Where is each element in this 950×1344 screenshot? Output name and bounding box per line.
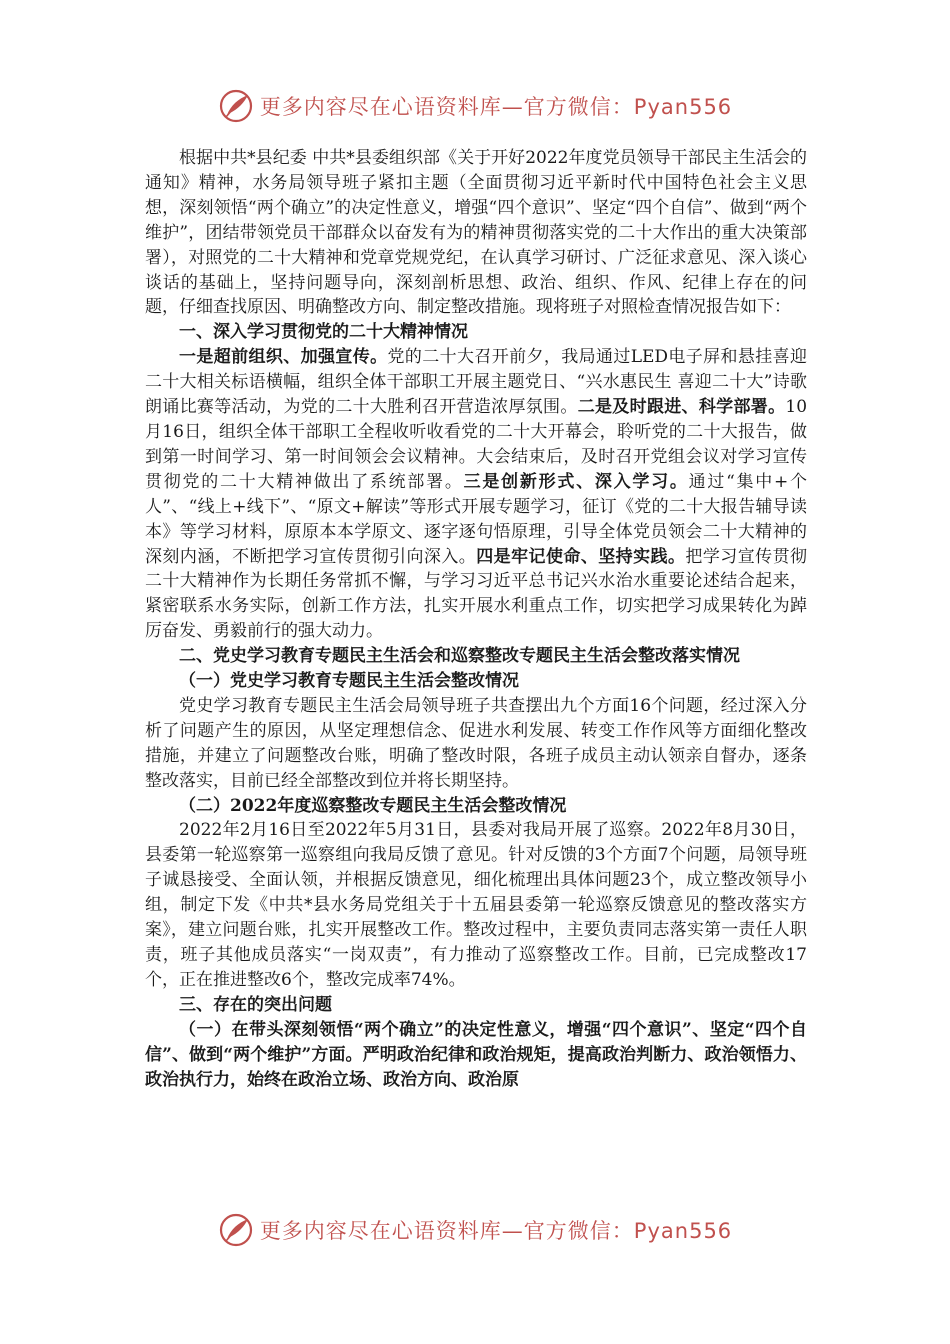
text-run: 把学习宣传贯彻二十大精神作为长期任务常抓不懈，与学习习近平总书记兴水治水重要论述结合起来，紧密联系水务实际，创新工作方法，扎实开展水利重点工作，切实把学习成果转化为踔厉奋发、勇毅前行的强大动力。 xyxy=(145,546,807,642)
quill-logo-icon xyxy=(218,1212,254,1248)
bold-text-run: 一、深入学习贯彻党的二十大精神情况 xyxy=(179,322,468,343)
bold-text-run: 三是创新形式、深入学习。 xyxy=(463,471,689,492)
paragraph xyxy=(145,993,807,1018)
document-body xyxy=(145,146,807,1194)
text-run: 党史学习教育专题民主生活会局领导班子共查摆出九个方面16个问题，经过深入分析了问题产生的原因，从坚定理想信念、促进水利发展、转变工作作风等方面细化整改措施，并建立了问题整改台账，明确了整改时限，各班子成员主动认领亲自督办，逐条整改落实，目前已经全部整改到位并将长期坚持。 xyxy=(145,695,807,791)
bold-text-run: 三、存在的突出问题 xyxy=(179,994,332,1015)
paragraph xyxy=(145,1018,807,1093)
bold-text-run: 二是及时跟进、科学部署。 xyxy=(577,397,786,418)
quill-logo-icon xyxy=(218,88,254,124)
header-banner xyxy=(0,86,950,126)
text-run: 10月16日，组织全体干部职工全程收听收看党的二十大开幕会，聆听党的二十大报告，做到第一时间学习、第一时间领会会议精神。大会结束后，及时召开党组会议对学习宣传贯彻党的二十大精神做出了系统部署。 xyxy=(145,397,807,492)
paragraph xyxy=(145,146,807,320)
paragraph xyxy=(145,794,807,819)
paragraph xyxy=(145,320,807,345)
paragraph xyxy=(145,694,807,794)
paragraph xyxy=(145,818,807,992)
bold-text-run: （一）在带头深刻领悟“两个确立”的决定性意义，增强“四个意识”、坚定“四个自信”、做到“两个维护”方面。严明政治纪律和政治规矩，提高政治判断力、政治领悟力、政治执行力，始终在政治立场、政治方向、政治原 xyxy=(145,1019,807,1090)
bold-text-run: 一是超前组织、加强宣传。 xyxy=(179,347,388,368)
paragraph xyxy=(145,345,807,644)
bold-text-run: 四是牢记使命、坚持实践。 xyxy=(476,546,686,567)
text-run: 通过“集中+个人”、“线上+线下”、“原文+解读”等形式开展专题学习，征订《党的二十大报告辅导读本》等学习材料，原原本本学原文、逐字逐句悟原理，引导全体党员领会二十大精神的深刻内涵，不断把学习宣传贯彻引向深入。 xyxy=(145,471,807,567)
text-run: 党的二十大召开前夕，我局通过LED电子屏和悬挂喜迎二十大相关标语横幅，组织全体干部职工开展主题党日、“兴水惠民生 喜迎二十大”诗歌朗诵比赛等活动，为党的二十大胜利召开营造浓厚氛围。 xyxy=(145,347,807,418)
footer-banner xyxy=(0,1210,950,1250)
paragraph xyxy=(145,644,807,669)
bold-text-run: （二）2022年度巡察整改专题民主生活会整改情况 xyxy=(179,795,567,816)
paragraph xyxy=(145,669,807,694)
bold-text-run: 二、党史学习教育专题民主生活会和巡察整改专题民主生活会整改落实情况 xyxy=(179,646,740,667)
banner-text: 更多内容尽在心语资料库—官方微信：Pyan556 xyxy=(259,1219,733,1243)
text-run: 根据中共*县纪委 中共*县委组织部《关于开好2022年度党员领导干部民主生活会的通知》精神，水务局领导班子紧扣主题（全面贯彻习近平新时代中国特色社会主义思想，深刻领悟“两个确立”的决定性意义，增强“四个意识”、坚定“四个自信”、做到“两个维护”，团结带领党员干部群众以奋发有为的精神贯彻落实党的二十大作出的重大决策部署），对照党的二十大精神和党章党规党纪，在认真学习研讨、广泛征求意见、深入谈心谈话的基础上，坚持问题导向，深刻剖析思想、政治、组织、作风、纪律上存在的问题，仔细查找原因、明确整改方向、制定整改措施。现将班子对照检查情况报告如下： xyxy=(145,148,807,318)
text-run: 2022年2月16日至2022年5月31日，县委对我局开展了巡察。2022年8月30日，县委第一轮巡察第一巡察组向我局反馈了意见。针对反馈的3个方面7个问题，局领导班子诚恳接受、全面认领，并根据反馈意见，细化梳理出具体问题23个，成立整改领导小组，制定下发《中共*县水务局党组关于十五届县委第一轮巡察反馈意见的整改落实方案》，建立问题台账，扎实开展整改工作。整改过程中，主要负责同志落实第一责任人职责，班子其他成员落实“一岗双责”，有力推动了巡察整改工作。目前，已完成整改17个，正在推进整改6个，整改完成率74%。 xyxy=(145,820,807,990)
bold-text-run: （一）党史学习教育专题民主生活会整改情况 xyxy=(179,671,519,692)
banner-text: 更多内容尽在心语资料库—官方微信：Pyan556 xyxy=(259,95,733,119)
